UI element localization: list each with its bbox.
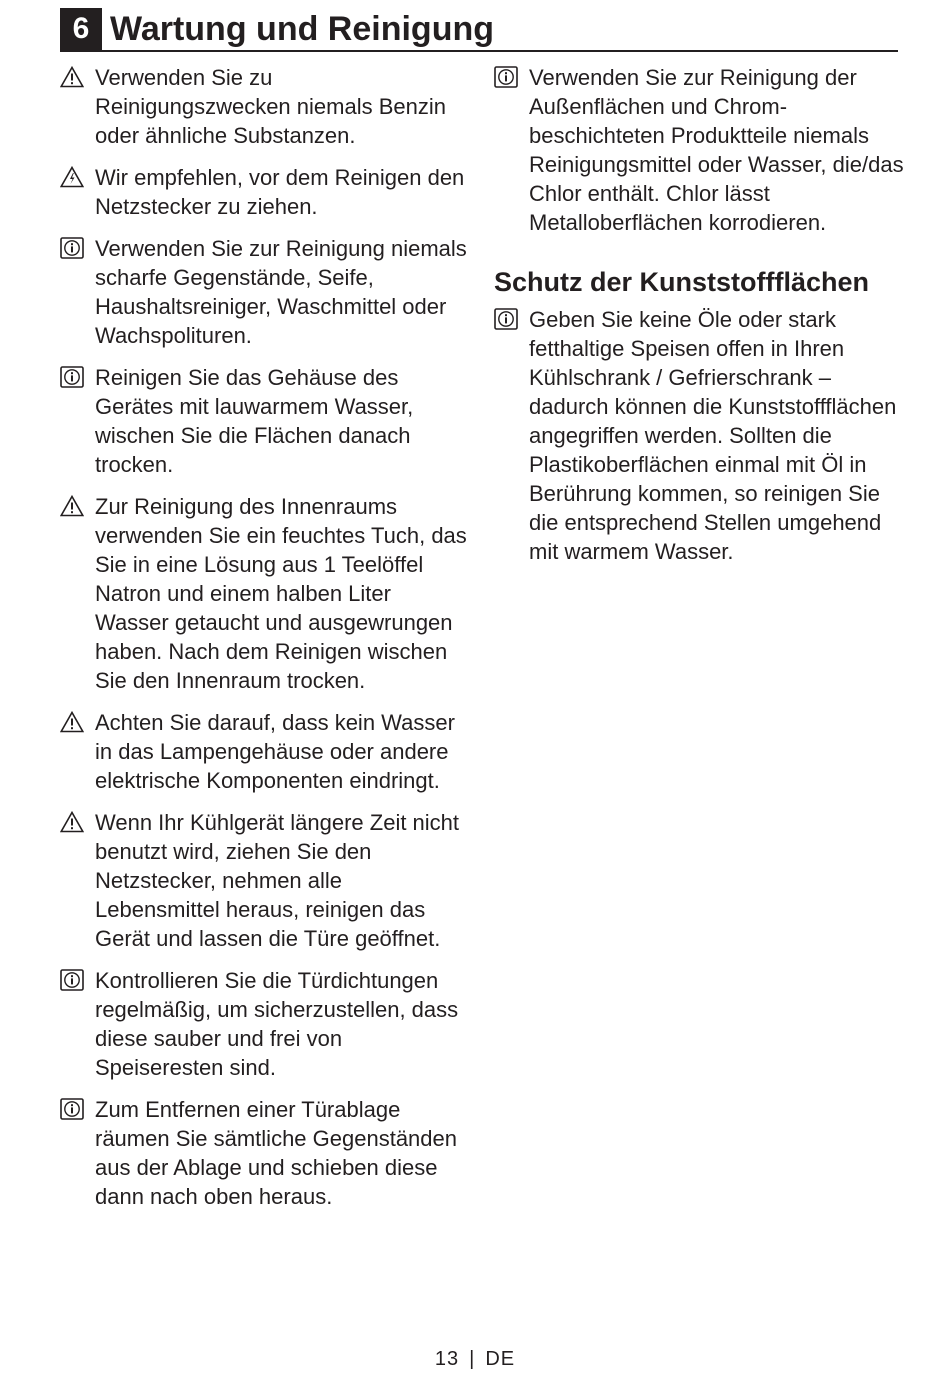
list-item bbox=[494, 305, 904, 566]
warning-icon bbox=[60, 495, 84, 517]
language-code: DE bbox=[485, 1348, 516, 1370]
list-item bbox=[60, 1095, 470, 1211]
page-footer bbox=[0, 1346, 950, 1372]
item-text: Wenn Ihr Kühlgerät längere Zeit nicht benutzt wird, ziehen Sie den Netzstecker, nehmen alle Lebensmittel heraus, reinigen das Gerät und lassen die Türe geöffnet. bbox=[95, 810, 460, 951]
right-column bbox=[494, 63, 904, 579]
item-text: Achten Sie darauf, dass kein Wasser in das Lampengehäuse oder andere elektrische Komponenten eindringt. bbox=[95, 710, 455, 793]
list-item bbox=[60, 363, 470, 479]
item-text: Reinigen Sie das Gehäuse des Gerätes mit lauwarmem Wasser, wischen Sie die Flächen danach trocken. bbox=[95, 365, 414, 477]
page-number: 13 bbox=[434, 1348, 460, 1370]
footer-separator: | bbox=[469, 1348, 476, 1370]
list-item bbox=[60, 492, 470, 695]
list-item bbox=[60, 808, 470, 953]
item-text: Verwenden Sie zu Reinigungszwecken niemals Benzin oder ähnliche Substanzen. bbox=[95, 65, 446, 148]
item-text: Kontrollieren Sie die Türdichtungen regelmäßig, um sicherzustellen, dass diese sauber und frei von Speiseresten sind. bbox=[95, 968, 459, 1080]
list-item bbox=[60, 966, 470, 1082]
info-icon bbox=[60, 366, 84, 388]
item-text: Wir empfehlen, vor dem Reinigen den Netzstecker zu ziehen. bbox=[95, 165, 465, 219]
chapter-header bbox=[60, 8, 898, 52]
list-item bbox=[60, 163, 470, 221]
chapter-title: Wartung und Reinigung bbox=[110, 10, 494, 48]
electric-warning-icon bbox=[60, 166, 84, 188]
info-icon bbox=[494, 308, 518, 330]
list-item bbox=[60, 63, 470, 150]
info-icon bbox=[60, 237, 84, 259]
warning-icon bbox=[60, 811, 84, 833]
chapter-number: 6 bbox=[60, 8, 102, 50]
section-heading: Schutz der Kunststoffflächen bbox=[494, 267, 870, 297]
list-item bbox=[494, 63, 904, 237]
left-column bbox=[60, 63, 470, 1224]
info-icon bbox=[494, 66, 518, 88]
info-icon bbox=[60, 1098, 84, 1120]
item-text: Verwenden Sie zur Reinigung der Außenflächen und Chrom-beschichteten Produktteile niemals Reinigungsmittel oder Wasser, die/das Chlor enthält. Chlor lässt Metalloberflächen korrodieren. bbox=[529, 65, 904, 235]
item-text: Zum Entfernen einer Türablage räumen Sie sämtliche Gegenständen aus der Ablage und schieben diese dann nach oben heraus. bbox=[95, 1097, 457, 1209]
info-icon bbox=[60, 969, 84, 991]
list-item bbox=[60, 234, 470, 350]
item-text: Verwenden Sie zur Reinigung niemals scharfe Gegenstände, Seife, Haushaltsreiniger, Waschmittel oder Wachspolituren. bbox=[95, 236, 467, 348]
warning-icon bbox=[60, 66, 84, 88]
warning-icon bbox=[60, 711, 84, 733]
list-item bbox=[60, 708, 470, 795]
item-text: Zur Reinigung des Innenraums verwenden Sie ein feuchtes Tuch, das Sie in eine Lösung aus 1 Teelöffel Natron und einem halben Liter Wasser getaucht und ausgewrungen haben. Nach dem Reinigen wischen Sie den Innenraum trocken. bbox=[95, 494, 467, 693]
item-text: Geben Sie keine Öle oder stark fetthaltige Speisen offen in Ihren Kühlschrank / Gefrierschrank – dadurch können die Kunststoffflächen angegriffen werden. Sollten die Plastikoberflächen einmal mit Öl in Berührung kommen, so reinigen Sie die entsprechend Stellen umgehend mit warmem Wasser. bbox=[529, 307, 897, 564]
